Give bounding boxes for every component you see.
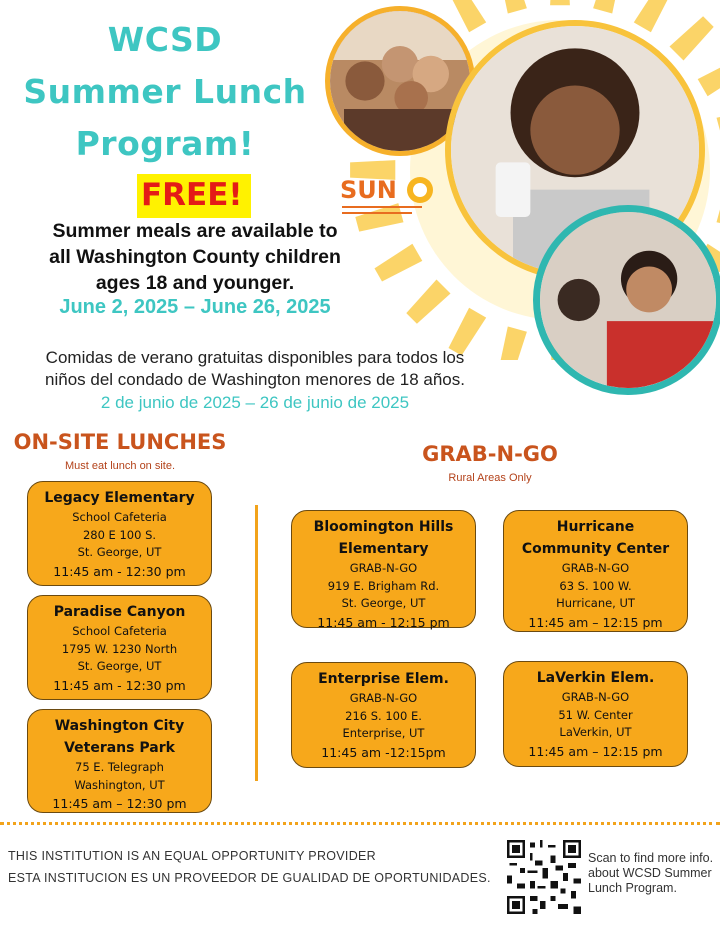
site-address: 919 E. Brigham Rd. (327, 578, 440, 593)
sun-ray (550, 0, 570, 5)
spanish-line: Comidas de verano gratuitas disponibles para todos los (45, 348, 465, 367)
sun-ray (670, 16, 714, 60)
site-name: Elementary (338, 541, 429, 557)
title-line: Program! (75, 124, 255, 163)
site-time: 11:45 am – 12:15 pm (528, 743, 663, 759)
sun-logo-text: SUN (340, 176, 397, 204)
equal-opportunity-en: THIS INSTITUTION IS AN EQUAL OPPORTUNITY PROVIDER (8, 849, 376, 863)
section-divider (255, 505, 258, 781)
footer-divider (0, 822, 720, 825)
site-address: 75 E. Telegraph (75, 760, 164, 774)
title-line: WCSD (107, 20, 223, 59)
site-card-veterans-park (27, 709, 212, 813)
site-time: 11:45 am -12:15pm (321, 744, 446, 760)
sun-ray (698, 59, 720, 97)
sun-program-logo (338, 168, 434, 222)
site-detail: GRAB-N-GO (561, 561, 630, 575)
scan-line: Scan to find more info. (588, 851, 714, 865)
site-name: Enterprise Elem. (318, 671, 449, 687)
site-time: 11:45 am - 12:15 pm (317, 614, 450, 630)
grab-subheading: Rural Areas Only (448, 472, 532, 484)
site-city: Enterprise, UT (342, 726, 425, 740)
site-address: 51 W. Center (558, 707, 633, 722)
site-name: Washington City (54, 718, 185, 734)
site-time: 11:45 am – 12:15 pm (528, 614, 663, 630)
smiling-boy-photo (533, 205, 720, 395)
site-city: Washington, UT (74, 777, 165, 792)
site-name: Community Center (521, 541, 670, 557)
program-dates: June 2, 2025 – June 26, 2025 (59, 296, 331, 318)
qr-code[interactable] (507, 840, 581, 914)
intro-line: Summer meals are available to (52, 220, 338, 242)
site-city: Hurricane, UT (556, 596, 635, 610)
site-address: 216 S. 100 E. (345, 708, 422, 723)
grab-heading: GRAB-N-GO (422, 442, 558, 466)
site-card-hurricane (503, 510, 688, 632)
site-name: Veterans Park (64, 740, 175, 756)
scan-line: about WCSD Summer (588, 866, 712, 880)
site-detail: GRAB-N-GO (349, 691, 418, 705)
scan-info-text (588, 851, 718, 896)
site-card-paradise (27, 595, 212, 700)
site-address: 1795 W. 1230 North (61, 641, 178, 656)
sun-ray (406, 280, 450, 324)
site-name: Bloomington Hills (313, 519, 454, 535)
scan-line: Lunch Program. (588, 881, 677, 895)
site-detail: School Cafeteria (72, 510, 167, 524)
intro-line: all Washington County children (49, 246, 341, 268)
spanish-intro (0, 347, 510, 391)
sun-ray (634, 0, 672, 32)
site-city: St. George, UT (341, 596, 426, 610)
site-name: Legacy Elementary (44, 490, 195, 506)
site-time: 11:45 am – 12:30 pm (52, 796, 187, 811)
spanish-line: niños del condado de Washington menores de 18 años. (45, 370, 465, 389)
site-city: St. George, UT (77, 545, 162, 559)
sun-ray (449, 0, 487, 32)
site-name: LaVerkin Elem. (536, 670, 655, 686)
site-name: Paradise Canyon (53, 604, 186, 620)
intro-text (20, 218, 370, 296)
site-detail: GRAB-N-GO (349, 561, 418, 575)
intro-line: ages 18 and younger. (95, 272, 295, 294)
site-detail: GRAB-N-GO (561, 690, 630, 704)
equal-opportunity-es: ESTA INSTITUCION ES UN PROVEEDOR DE GUALIDAD DE OPORTUNIDADES. (8, 871, 491, 885)
site-time: 11:45 am - 12:30 pm (53, 563, 186, 579)
spanish-dates: 2 de junio de 2025 – 26 de junio de 2025 (100, 393, 410, 412)
site-address: 63 S. 100 W. (559, 578, 632, 593)
site-card-bloomington (291, 510, 476, 628)
site-card-enterprise (291, 662, 476, 768)
onsite-heading: ON-SITE LUNCHES (13, 430, 227, 454)
sun-ray (717, 108, 720, 137)
site-city: LaVerkin, UT (559, 725, 632, 739)
sun-ray (717, 203, 720, 232)
sun-ray (498, 0, 527, 14)
site-address: 280 E 100 S. (82, 527, 157, 542)
site-city: St. George, UT (77, 659, 162, 673)
site-detail: School Cafeteria (72, 624, 167, 638)
sun-ray (593, 0, 622, 14)
site-card-legacy (27, 481, 212, 586)
free-badge: FREE! (137, 174, 251, 218)
sun-ray (375, 244, 423, 282)
program-title (0, 14, 330, 170)
site-name: Hurricane (556, 519, 635, 535)
site-time: 11:45 am - 12:30 pm (53, 677, 186, 693)
site-card-laverkin (503, 661, 688, 767)
title-line: Summer Lunch (23, 72, 307, 111)
onsite-subheading: Must eat lunch on site. (64, 460, 176, 472)
